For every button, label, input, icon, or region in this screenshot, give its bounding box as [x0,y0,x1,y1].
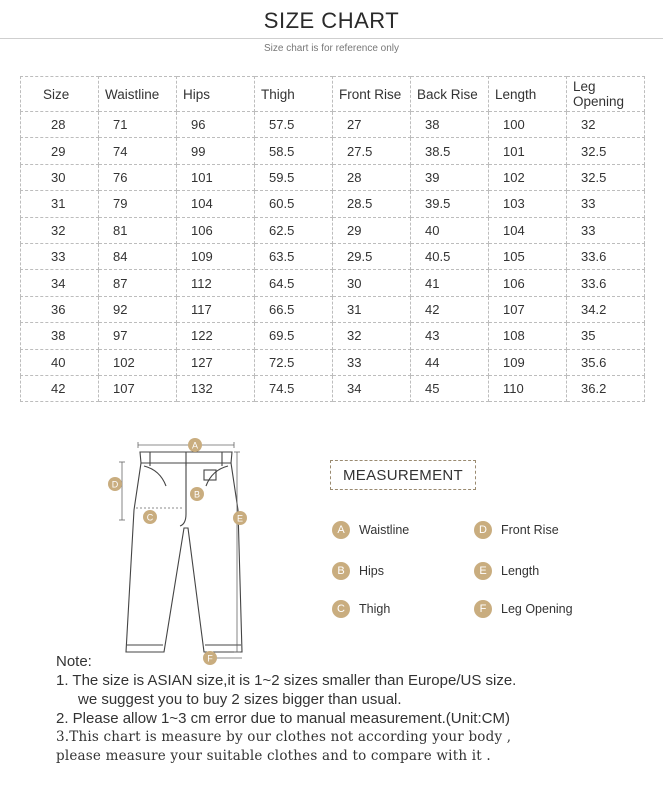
column-header: Waistline [99,77,177,112]
legend-label: Length [501,564,540,578]
table-cell: 32.5 [567,138,645,164]
table-cell: 40 [21,349,99,375]
column-header: Leg Opening [567,77,645,112]
table-cell: 92 [99,296,177,322]
table-cell: 42 [411,296,489,322]
svg-text:D: D [111,479,119,490]
table-cell: 97 [99,323,177,349]
column-header: Back Rise [411,77,489,112]
table-cell: 44 [411,349,489,375]
table-cell: 132 [177,375,255,401]
table-cell: 28 [21,112,99,138]
legend-label: Thigh [359,602,391,616]
table-cell: 104 [177,191,255,217]
table-cell: 108 [489,323,567,349]
table-cell: 74 [99,138,177,164]
column-header: Length [489,77,567,112]
table-cell: 106 [177,217,255,243]
page-title: SIZE CHART [263,8,400,33]
table-cell: 32.5 [567,164,645,190]
table-cell: 45 [411,375,489,401]
legend-item-thigh [332,600,390,618]
table-cell: 38 [411,112,489,138]
note-line: 2. Please allow 1~3 cm error due to manual measurement.(Unit:CM) [56,710,510,727]
table-row [21,296,645,322]
table-cell: 42 [21,375,99,401]
table-row [21,323,645,349]
table-cell: 27.5 [333,138,411,164]
table-cell: 84 [99,243,177,269]
table-cell: 69.5 [255,323,333,349]
size-table [20,76,645,402]
marker-d-icon [108,477,122,491]
table-cell: 101 [177,164,255,190]
column-header: Hips [177,77,255,112]
table-cell: 30 [333,270,411,296]
page-subtitle: Size chart is for reference only [263,43,400,54]
table-row [21,375,645,401]
svg-text:E: E [236,513,244,524]
table-cell: 76 [99,164,177,190]
table-cell: 104 [489,217,567,243]
table-cell: 38 [21,323,99,349]
svg-text:A: A [191,440,199,451]
table-cell: 33 [21,243,99,269]
svg-text:B: B [193,489,201,500]
legend-item-waistline [332,521,409,539]
table-cell: 122 [177,323,255,349]
table-cell: 72.5 [255,349,333,375]
legend-item-length [474,562,539,580]
table-cell: 40 [411,217,489,243]
table-cell: 43 [411,323,489,349]
note-line: we suggest you to buy 2 sizes bigger than usual. [78,691,402,708]
table-cell: 110 [489,375,567,401]
table-cell: 29 [21,138,99,164]
table-cell: 96 [177,112,255,138]
table-cell: 112 [177,270,255,296]
table-header-row [21,77,645,112]
table-cell: 29.5 [333,243,411,269]
table-cell: 35.6 [567,349,645,375]
legend-label: Leg Opening [501,602,573,616]
table-cell: 102 [99,349,177,375]
table-cell: 57.5 [255,112,333,138]
table-cell: 64.5 [255,270,333,296]
table-cell: 39 [411,164,489,190]
table-row [21,217,645,243]
table-row [21,164,645,190]
letter-c-icon: C [332,600,350,618]
table-row [21,191,645,217]
table-cell: 28 [333,164,411,190]
table-cell: 59.5 [255,164,333,190]
notes-section [56,652,656,766]
marker-b-icon [190,487,204,501]
table-cell: 31 [333,296,411,322]
table-cell: 30 [21,164,99,190]
marker-c-icon [143,510,157,524]
letter-a-icon: A [332,521,350,539]
table-cell: 74.5 [255,375,333,401]
table-cell: 81 [99,217,177,243]
table-cell: 107 [489,296,567,322]
table-row [21,243,645,269]
table-cell: 33 [567,217,645,243]
table-cell: 27 [333,112,411,138]
table-cell: 100 [489,112,567,138]
table-cell: 28.5 [333,191,411,217]
table-cell: 107 [99,375,177,401]
legend-label: Hips [359,564,385,578]
table-cell: 34 [333,375,411,401]
note-line: 3.This chart is measure by our clothes not according your body , [56,729,512,745]
svg-text:C: C [146,512,154,523]
table-cell: 32 [567,112,645,138]
table-row [21,270,645,296]
table-cell: 41 [411,270,489,296]
legend-label: Waistline [359,523,410,537]
table-cell: 38.5 [411,138,489,164]
table-cell: 71 [99,112,177,138]
title-divider [0,38,663,39]
table-row [21,112,645,138]
table-cell: 63.5 [255,243,333,269]
marker-a-icon [188,438,202,452]
table-cell: 62.5 [255,217,333,243]
table-cell: 34.2 [567,296,645,322]
table-cell: 32 [333,323,411,349]
table-cell: 79 [99,191,177,217]
table-cell: 33.6 [567,270,645,296]
table-body [21,112,645,402]
legend-item-hips [332,562,384,580]
table-cell: 36 [21,296,99,322]
pants-diagram [100,430,260,670]
table-cell: 35 [567,323,645,349]
table-cell: 58.5 [255,138,333,164]
table-cell: 29 [333,217,411,243]
column-header: Size [21,77,99,112]
table-cell: 33 [333,349,411,375]
table-cell: 34 [21,270,99,296]
letter-f-icon: F [474,600,492,618]
legend-item-leg-opening [474,600,573,618]
letter-d-icon: D [474,521,492,539]
table-cell: 99 [177,138,255,164]
note-line: please measure your suitable clothes and to compare with it . [56,748,491,764]
table-cell: 40.5 [411,243,489,269]
svg-text:F: F [207,653,213,664]
table-cell: 87 [99,270,177,296]
table-cell: 33 [567,191,645,217]
table-cell: 39.5 [411,191,489,217]
table-cell: 101 [489,138,567,164]
column-header: Thigh [255,77,333,112]
table-cell: 127 [177,349,255,375]
legend-item-front-rise [474,521,559,539]
table-cell: 102 [489,164,567,190]
table-cell: 105 [489,243,567,269]
marker-e-icon [233,511,247,525]
legend-label: Front Rise [501,523,559,537]
table-row [21,349,645,375]
table-cell: 66.5 [255,296,333,322]
table-cell: 33.6 [567,243,645,269]
measurement-title: MEASUREMENT [330,460,476,490]
table-row [21,138,645,164]
note-line: 1. The size is ASIAN size,it is 1~2 sizes smaller than Europe/US size. [56,672,517,689]
table-cell: 117 [177,296,255,322]
table-cell: 60.5 [255,191,333,217]
table-cell: 31 [21,191,99,217]
table-cell: 32 [21,217,99,243]
table-cell: 103 [489,191,567,217]
column-header: Front Rise [333,77,411,112]
letter-b-icon: B [332,562,350,580]
table-cell: 109 [177,243,255,269]
table-cell: 109 [489,349,567,375]
table-cell: 36.2 [567,375,645,401]
letter-e-icon: E [474,562,492,580]
notes-heading: Note: [56,653,92,670]
table-cell: 106 [489,270,567,296]
